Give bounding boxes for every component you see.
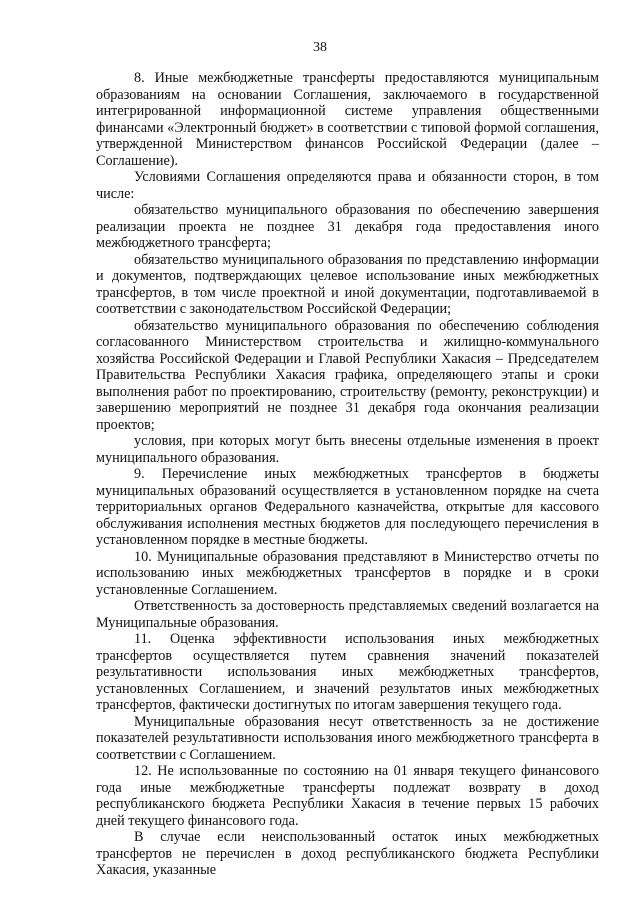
paragraph-10: 10. Муниципальные образования представляют в Министерство отчеты по использованию иных межбюджетных трансфертов в порядке и в сроки установленные Соглашением. <box>96 548 599 598</box>
paragraph-liability: Муниципальные образования несут ответственность за не достижение показателей результативности использования иного межбюджетного трансферта в соответствии с Соглашением. <box>96 713 599 763</box>
paragraph-9: 9. Перечисление иных межбюджетных трансфертов в бюджеты муниципальных образований осуществляется в установленном порядке на счета территориальных органов Федерального казначейства, открытые для кассового обслуживания исполнения местных бюджетов для последующего перечисления в установленном порядке в местные бюджеты. <box>96 466 599 548</box>
paragraph-agreement-conditions: Условиями Соглашения определяются права и обязанности сторон, в том числе: <box>96 169 599 202</box>
page-number: 38 <box>313 40 327 55</box>
paragraph-obligation-information: обязательство муниципального образования по представлению информации и документов, подтверждающих целевое использование иных межбюджетных трансфертов, в том числе проектной и иной документации, подготавливаемой в соответствии с законодательством Российской Федерации; <box>96 251 599 317</box>
paragraph-8: 8. Иные межбюджетные трансферты предоставляются муниципальным образованиям на основании Соглашения, заключаемого в государственной интегрированной информационной системе управления общественными финансами «Электронный бюджет» в соответствии с типовой формой соглашения, утвержденной Министерством финансов Российской Федерации (далее – Соглашение). <box>96 70 599 169</box>
paragraph-12: 12. Не использованные по состоянию на 01 января текущего финансового года иные межбюджетные трансферты подлежат возврату в доход республиканского бюджета Республики Хакасия в течение первых 15 рабочих дней текущего финансового года. <box>96 763 599 829</box>
paragraph-obligation-schedule: обязательство муниципального образования по обеспечению соблюдения согласованного Министерством строительства и жилищно-коммунального хозяйства Российской Федерации и Главой Республики Хакасия – Председателем Правительства Республики Хакасия графика, определяющего этапы и сроки выполнения работ по проектированию, строительству (ремонту, реконструкции) и завершению мероприятий не позднее 31 декабря года окончания реализации проектов; <box>96 317 599 433</box>
paragraph-unused-balance: В случае если неиспользованный остаток иных межбюджетных трансфертов не перечислен в доход республиканского бюджета Республики Хакасия, указанные <box>96 829 599 878</box>
document-body <box>96 70 599 879</box>
paragraph-obligation-completion: обязательство муниципального образования по обеспечению завершения реализации проекта не позднее 31 декабря года предоставления иного межбюджетного трансферта; <box>96 202 599 251</box>
paragraph-conditions-changes: условия, при которых могут быть внесены отдельные изменения в проект муниципального образования. <box>96 433 599 466</box>
paragraph-11: 11. Оценка эффективности использования иных межбюджетных трансфертов осуществляется путем сравнения значений показателей результативности использования иных межбюджетных трансфертов, установленных Соглашением, и значений результатов иных межбюджетных трансфертов, фактически достигнутых по итогам завершения текущего года. <box>96 631 599 713</box>
paragraph-responsibility: Ответственность за достоверность представляемых сведений возлагается на Муниципальные образования. <box>96 598 599 631</box>
